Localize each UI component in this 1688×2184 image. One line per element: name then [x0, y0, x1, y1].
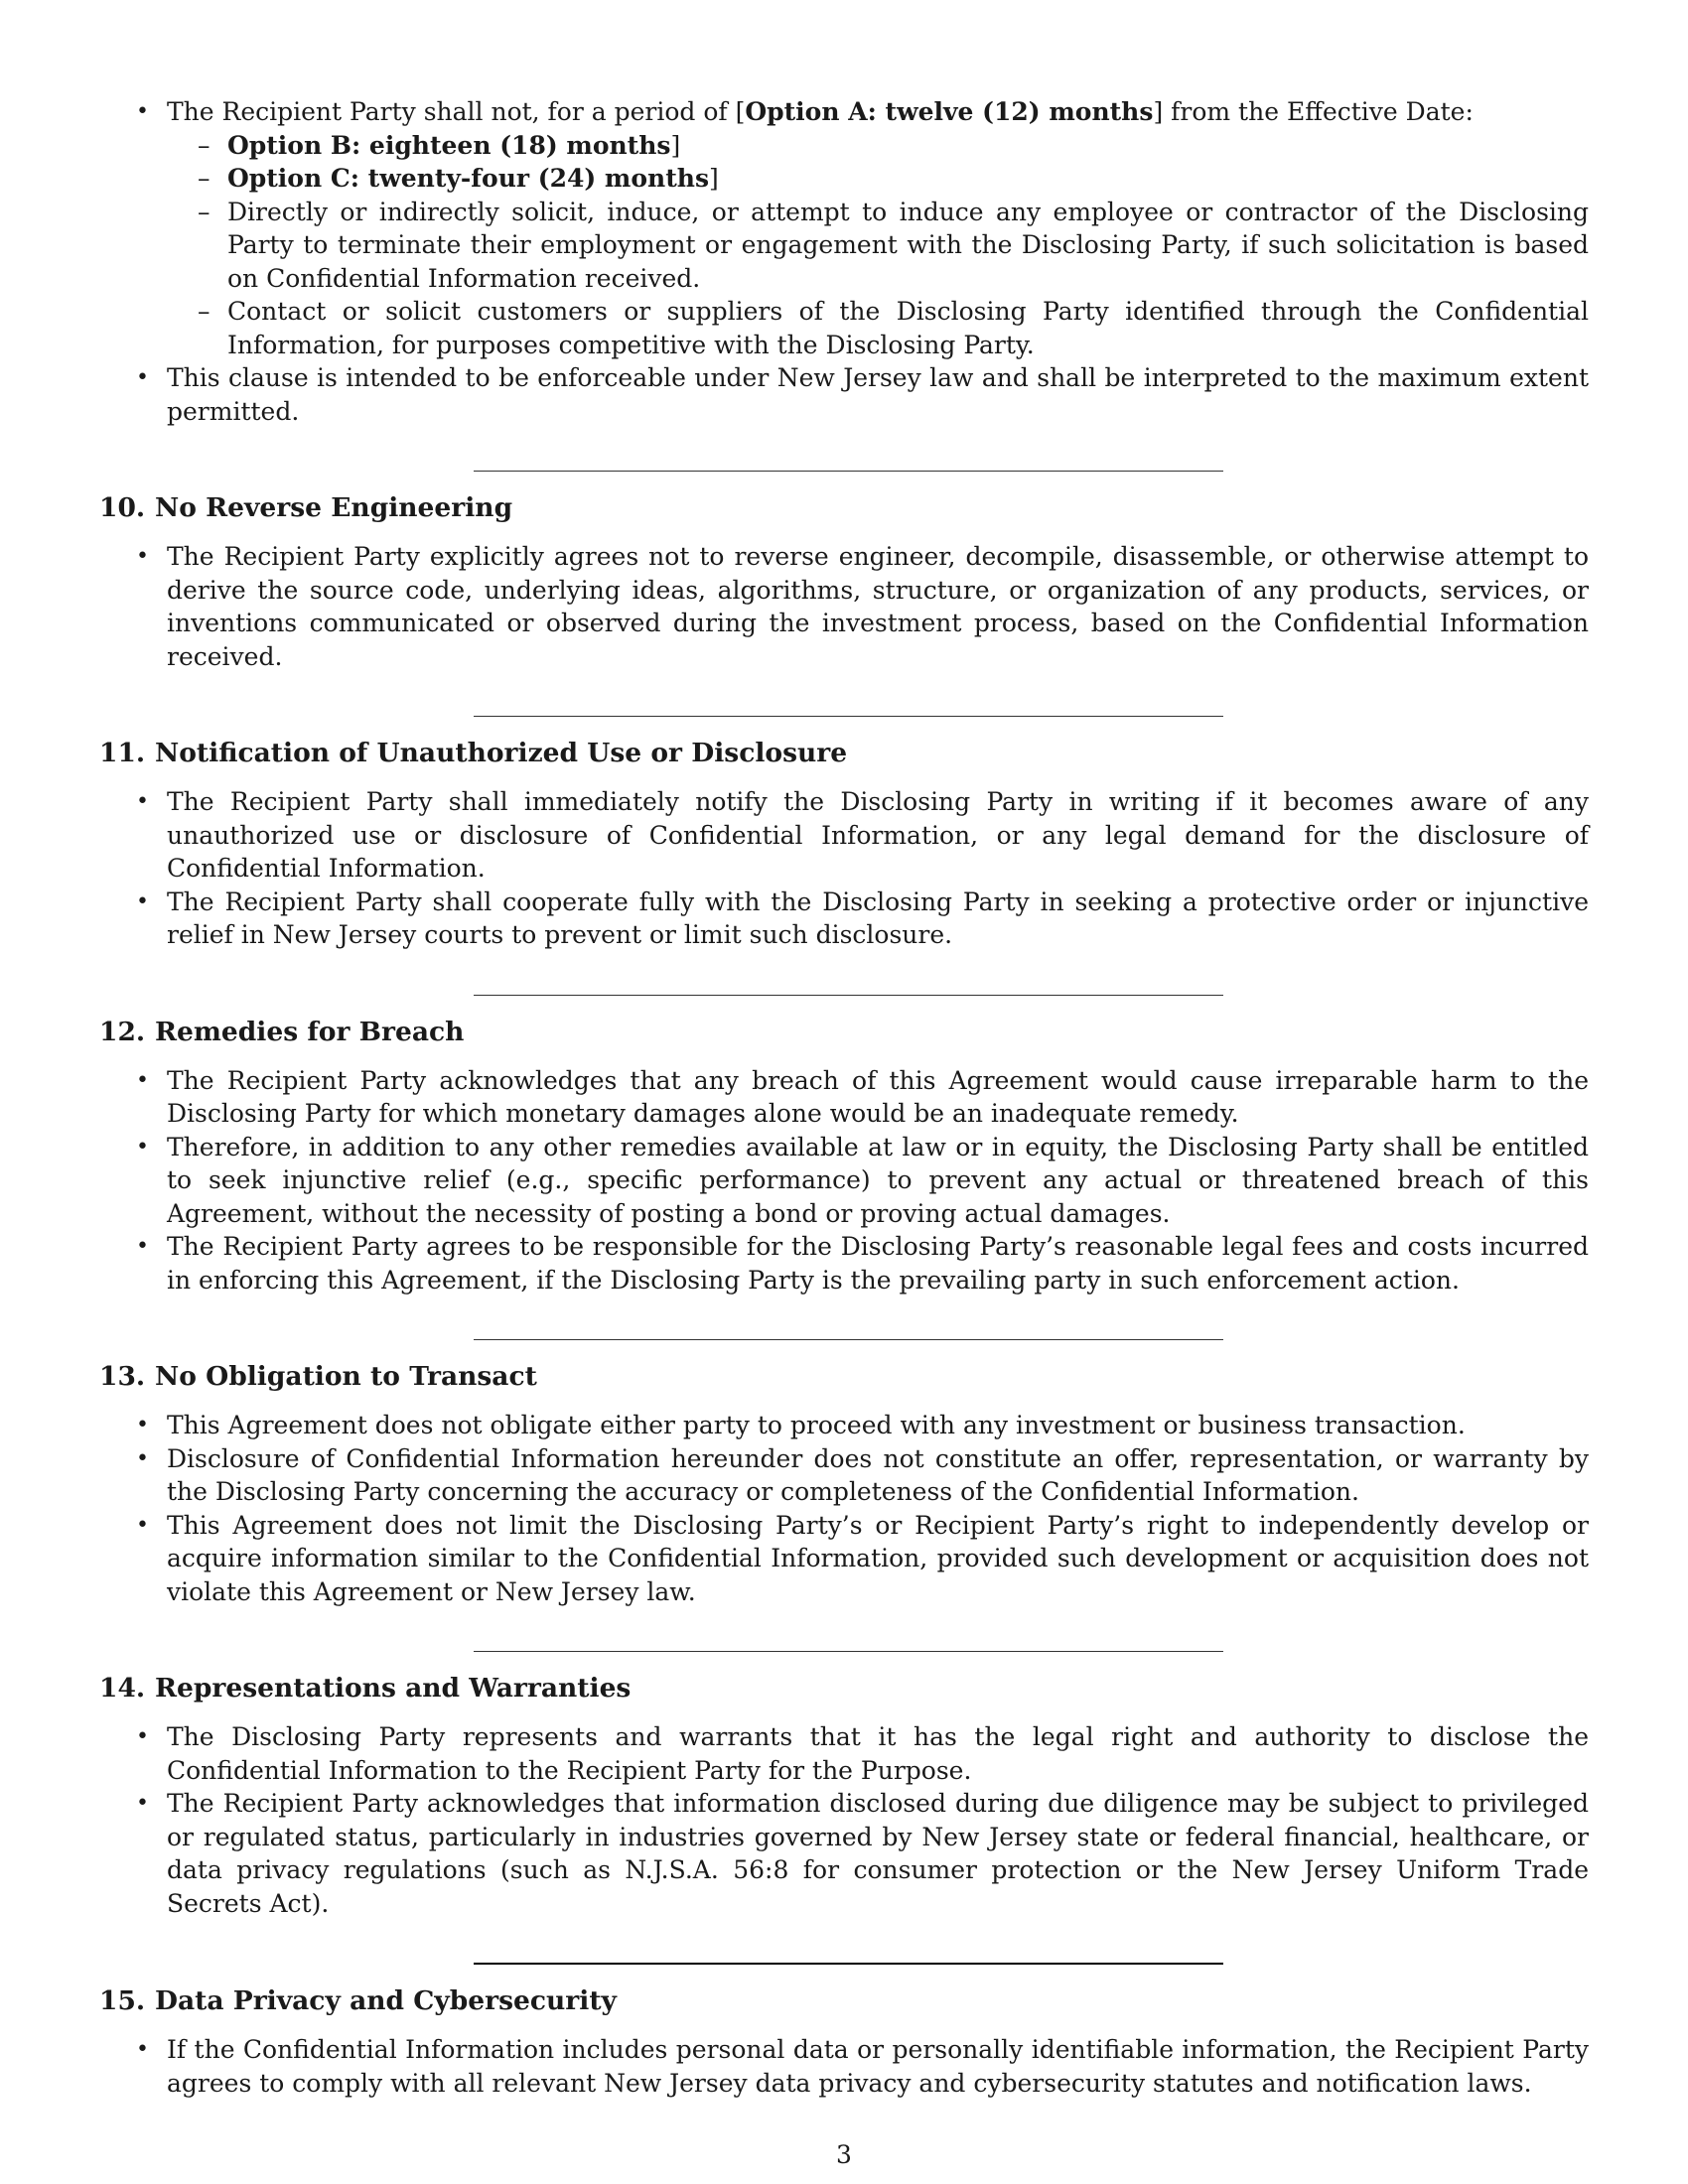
option-b: Option B: eighteen (18) months — [227, 130, 671, 160]
restriction-sublist — [167, 129, 1589, 362]
section-title: Notification of Unauthorized Use or Disclosure — [155, 738, 848, 768]
section-divider — [474, 1963, 1223, 1965]
page-number: 3 — [836, 2140, 852, 2169]
list-item: • The Recipient Party acknowledges that any breach of this Agreement would cause irreparable harm to the Disclosing Party for which monetary damages alone would be an inadequate remedy. — [99, 1064, 1589, 1131]
section-15-list — [99, 2033, 1589, 2100]
list-item-text: from the Effective Date: — [1163, 97, 1474, 126]
section-number: 12. — [99, 1016, 146, 1047]
list-item: • The Recipient Party agrees to be responsible for the Disclosing Party’s reasonable legal fees and costs incurred in enforcing this Agreement, if the Disclosing Party is the prevailing party in such enforcement action. — [99, 1230, 1589, 1297]
list-item: • Disclosure of Confidential Information hereunder does not constitute an offer, representation, or warranty by the Disclosing Party concerning the accuracy or completeness of the Confidential Information. — [99, 1442, 1589, 1509]
section-title: Remedies for Breach — [155, 1016, 465, 1047]
sublist-item — [167, 129, 1589, 163]
section-heading-12 — [99, 1016, 1589, 1049]
option-a: Option A: twelve (12) months — [745, 97, 1154, 126]
section-14-list — [99, 1720, 1589, 1920]
list-item: • The Recipient Party explicitly agrees not to reverse engineer, decompile, disassemble, or otherwise attempt to derive the source code, underlying ideas, algorithms, structure, or organization of any products, services, or inventions communicated or observed during the investment process, based on the Confidential Information received. — [99, 540, 1589, 673]
bracket: [ — [735, 97, 746, 126]
list-item-text: The Recipient Party shall not, for a period of — [167, 97, 736, 126]
section-title: Representations and Warranties — [155, 1673, 632, 1704]
list-item: • Therefore, in addition to any other remedies available at law or in equity, the Disclosing Party shall be entitled to seek injunctive relief (e.g., specific performance) to prevent any actual or threatened breach of this Agreement, without the necessity of posting a bond or proving actual damages. — [99, 1131, 1589, 1231]
section-divider — [474, 1339, 1223, 1340]
list-item: • This clause is intended to be enforceable under New Jersey law and shall be interpreted to the maximum extent permitted. — [99, 361, 1589, 428]
list-item: • The Recipient Party shall cooperate fully with the Disclosing Party in seeking a protective order or injunctive relief in New Jersey courts to prevent or limit such disclosure. — [99, 886, 1589, 952]
section-title: No Obligation to Transact — [155, 1361, 537, 1392]
list-item: • This Agreement does not obligate either party to proceed with any investment or business transaction. — [99, 1409, 1589, 1442]
bracket: ] — [1153, 97, 1164, 126]
list-item: • This Agreement does not limit the Disclosing Party’s or Recipient Party’s right to independently develop or acquire information similar to the Confidential Information, provided such development or acquisition does not violate this Agreement or New Jersey law. — [99, 1509, 1589, 1609]
section-12-list — [99, 1064, 1589, 1297]
section-number: 15. — [99, 1985, 146, 2016]
list-item: • The Recipient Party shall immediately notify the Disclosing Party in writing if it becomes aware of any unauthorized use or disclosure of Confidential Information, or any legal demand for the disclosure of Confidential Information. — [99, 785, 1589, 886]
section-title: No Reverse Engineering — [155, 492, 513, 523]
list-item: • The Disclosing Party represents and warrants that it has the legal right and authority to disclose the Confidential Information to the Recipient Party for the Purpose. — [99, 1720, 1589, 1787]
section-10-list — [99, 540, 1589, 673]
section-divider — [474, 471, 1223, 472]
section-divider — [474, 716, 1223, 717]
section-13-list — [99, 1409, 1589, 1608]
section-heading-11 — [99, 737, 1589, 770]
sublist-item — [167, 162, 1589, 196]
bracket: ] — [670, 130, 681, 160]
list-item — [99, 95, 1589, 361]
section-heading-14 — [99, 1672, 1589, 1706]
section-11-list — [99, 785, 1589, 952]
option-c: Option C: twenty-four (24) months — [227, 164, 710, 193]
list-item: • The Recipient Party acknowledges that information disclosed during due diligence may be subject to privileged or regulated status, particularly in industries governed by New Jersey state or federal financial, healthcare, or data privacy regulations (such as N.J.S.A. 56:8 for consumer protection or the New Jersey Uniform Trade Secrets Act). — [99, 1787, 1589, 1920]
sublist-item: – Contact or solicit customers or suppliers of the Disclosing Party identified through the Confidential Information, for purposes competitive with the Disclosing Party. — [167, 295, 1589, 361]
sublist-item: – Directly or indirectly solicit, induce, or attempt to induce any employee or contractor of the Disclosing Party to terminate their employment or engagement with the Disclosing Party, if such solicitation is based on Confidential Information received. — [167, 196, 1589, 296]
section-number: 14. — [99, 1673, 146, 1704]
list-item: • If the Confidential Information includes personal data or personally identifiable information, the Recipient Party agrees to comply with all relevant New Jersey data privacy and cybersecurity statutes and notification laws. — [99, 2033, 1589, 2100]
section-number: 10. — [99, 492, 146, 523]
section-number: 11. — [99, 738, 146, 768]
section-divider — [474, 1651, 1223, 1652]
section-title: Data Privacy and Cybersecurity — [155, 1985, 617, 2016]
section-divider — [474, 995, 1223, 996]
section-number: 13. — [99, 1361, 146, 1392]
document-page — [99, 95, 1589, 2100]
section-heading-15 — [99, 1984, 1589, 2018]
section-heading-13 — [99, 1360, 1589, 1394]
section-heading-10 — [99, 491, 1589, 525]
bracket: ] — [709, 164, 719, 193]
restriction-list — [99, 95, 1589, 428]
